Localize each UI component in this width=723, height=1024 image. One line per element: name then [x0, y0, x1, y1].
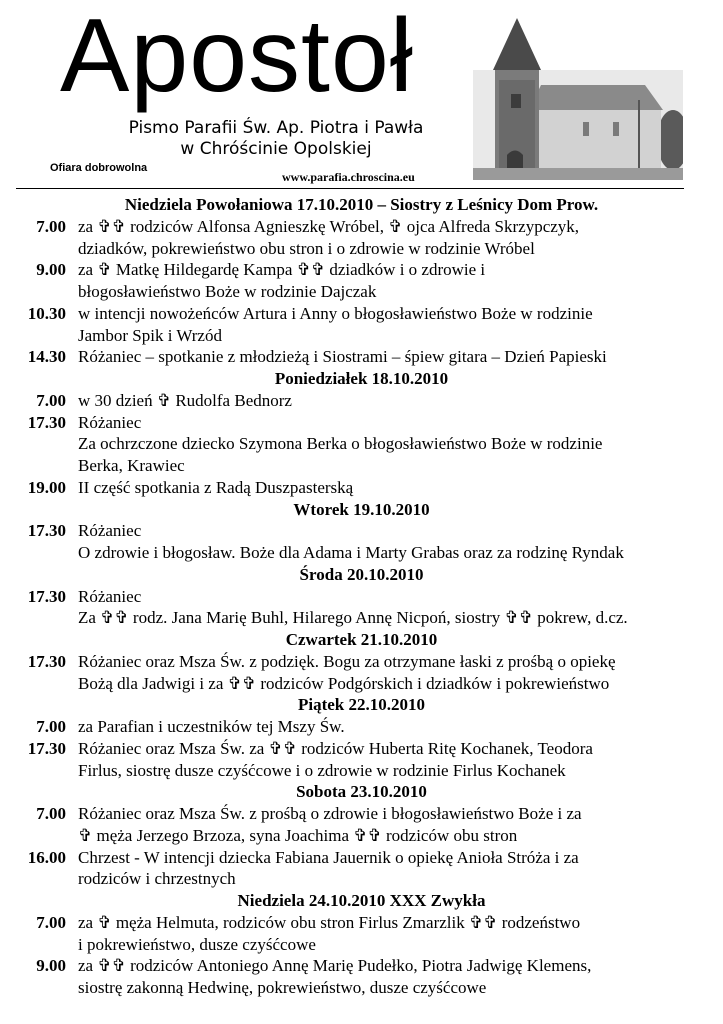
intention-line: Różaniec oraz Msza Św. za ✞✞ rodziców Huberta Ritę Kochanek, Teodora: [78, 738, 593, 758]
intention-line: Firlus, siostrę dusze czyśćcowe i o zdrowie w rodzinie Firlus Kochanek: [78, 760, 566, 780]
newsletter-title: Apostoł: [60, 0, 414, 114]
mass-time: 7.00: [36, 717, 66, 736]
day-heading: Środa 20.10.2010: [299, 564, 424, 584]
intention-line: za ✞✞ rodziców Alfonsa Agnieszkę Wróbel, ✞ ojca Alfreda Skrzypczyk,: [78, 216, 580, 236]
intention-line: Za ✞✞ rodz. Jana Marię Buhl, Hilarego Annę Nicpoń, siostry ✞✞ pokrew, d.cz.: [78, 608, 628, 628]
intention-line: rodziców i chrzestnych: [78, 869, 236, 889]
mass-entry: [0, 586, 723, 630]
mass-intention: [78, 259, 688, 303]
intention-line: Różaniec – spotkanie z młodzieżą i Siostrami – śpiew gitara – Dzień Papieski: [78, 347, 607, 367]
intention-line: Berka, Krawiec: [78, 456, 185, 475]
mass-time: 9.00: [36, 956, 66, 976]
mass-time: 16.00: [27, 847, 66, 867]
mass-entry: [0, 520, 723, 564]
intention-line: Różaniec: [78, 412, 142, 432]
header-divider: [16, 188, 684, 189]
subtitle-line-1: Pismo Parafii Św. Ap. Piotra i Pawła: [128, 118, 424, 138]
mass-time: 9.00: [36, 260, 66, 280]
intention-line: Jambor Spik i Wrzód: [78, 325, 222, 345]
mass-time: 7.00: [36, 390, 66, 410]
mass-time: 7.00: [36, 216, 66, 236]
mass-entry: [0, 346, 723, 368]
intention-line: Różaniec oraz Msza Św. z podzięk. Bogu za otrzymane łaski z prośbą o opiekę: [78, 651, 616, 671]
mass-intention: [78, 477, 688, 499]
intention-line: ✞ męża Jerzego Brzoza, syna Joachima ✞✞ rodziców obu stron: [78, 825, 518, 845]
mass-entry: [0, 738, 723, 782]
mass-time: 14.30: [27, 347, 66, 367]
day-heading: Niedziela Powołaniowa 17.10.2010 – Siostry z Leśnicy Dom Prow.: [124, 195, 599, 214]
mass-intention: [78, 803, 688, 847]
intention-line: w 30 dzień ✞ Rudolfa Bednorz: [78, 390, 292, 410]
mass-entry: [0, 477, 723, 499]
intention-line: Różaniec oraz Msza Św. z prośbą o zdrowie i błogosławieństwo Boże i za: [78, 804, 582, 823]
mass-intention: [78, 912, 688, 956]
intention-line: Różaniec: [78, 521, 142, 541]
masthead: [0, 0, 723, 190]
intention-line: za ✞ męża Helmuta, rodziców obu stron Firlus Zmarzlik ✞✞ rodzeństwo: [78, 912, 581, 932]
intention-line: Bożą dla Jadwigi i za ✞✞ rodziców Podgórskich i dziadków i pokrewieństwo: [78, 673, 610, 693]
church-photo: [473, 10, 683, 180]
mass-entry: [0, 412, 723, 477]
mass-time: 7.00: [36, 912, 66, 932]
intention-line: Za ochrzczone dziecko Szymona Berka o błogosławieństwo Boże w rodzinie: [78, 434, 603, 454]
mass-time: 17.30: [27, 651, 66, 671]
mass-entry: [0, 651, 723, 695]
mass-intention: [78, 412, 688, 477]
day-heading: Sobota 23.10.2010: [296, 782, 427, 802]
intention-line: za ✞✞ rodziców Antoniego Annę Marię Pudełko, Piotra Jadwigę Klemens,: [78, 956, 592, 976]
mass-time: 17.30: [27, 521, 66, 541]
intention-line: za ✞ Matkę Hildegardę Kampa ✞✞ dziadków i o zdrowie i: [78, 260, 486, 280]
subtitle-line-2: w Chróścinie Opolskiej: [180, 139, 372, 159]
intention-line: i pokrewieństwo, dusze czyśćcowe: [78, 934, 316, 954]
mass-intention: [78, 847, 688, 891]
mass-time: 17.30: [27, 412, 66, 432]
intention-line: Różaniec: [78, 586, 142, 606]
newsletter-subtitle: [96, 118, 456, 160]
mass-intention: [78, 955, 688, 999]
website-url: www.parafia.chroscina.eu: [282, 170, 415, 184]
day-heading: Wtorek 19.10.2010: [293, 499, 430, 519]
mass-entry: [0, 216, 723, 260]
mass-time: 17.30: [27, 738, 66, 758]
mass-intention: [78, 216, 688, 260]
mass-time: 19.00: [27, 477, 66, 497]
mass-intention: [78, 738, 688, 782]
mass-entry: [0, 390, 723, 412]
intention-line: O zdrowie i błogosław. Boże dla Adama i Marty Grabas oraz za rodzinę Ryndak: [78, 543, 624, 562]
mass-time: 10.30: [27, 303, 66, 323]
intention-line: dziadków, pokrewieństwo obu stron i o zdrowie w rodzinie Wróbel: [78, 238, 535, 258]
intention-line: Chrzest - W intencji dziecka Fabiana Jauernik o opiekę Anioła Stróża i za: [78, 847, 579, 867]
day-heading: Poniedziałek 18.10.2010: [274, 369, 449, 388]
intention-line: błogosławieństwo Boże w rodzinie Dajczak: [78, 282, 377, 301]
mass-intention: [78, 303, 688, 347]
mass-entry: [0, 303, 723, 347]
intention-line: za Parafian i uczestników tej Mszy Św.: [78, 717, 345, 736]
day-heading: Niedziela 24.10.2010 XXX Zwykła: [237, 891, 486, 910]
offering-note: Ofiara dobrowolna: [50, 162, 148, 174]
mass-intention: [78, 586, 688, 630]
day-heading: Czwartek 21.10.2010: [285, 630, 438, 649]
mass-entry: [0, 716, 723, 738]
intention-line: II część spotkania z Radą Duszpasterską: [78, 477, 354, 497]
intention-line: siostrę zakonną Hedwinę, pokrewieństwo, dusze czyśćcowe: [78, 978, 487, 997]
mass-intention: [78, 346, 688, 368]
mass-schedule: [0, 194, 723, 999]
mass-intention: [78, 716, 688, 738]
mass-entry: [0, 803, 723, 847]
mass-time: 7.00: [36, 804, 66, 823]
mass-entry: [0, 259, 723, 303]
mass-intention: [78, 520, 688, 564]
mass-entry: [0, 847, 723, 891]
mass-entry: [0, 955, 723, 999]
mass-intention: [78, 651, 688, 695]
mass-intention: [78, 390, 688, 412]
mass-entry: [0, 912, 723, 956]
mass-time: 17.30: [27, 586, 66, 606]
day-heading: Piątek 22.10.2010: [297, 695, 426, 715]
intention-line: w intencji nowożeńców Artura i Anny o błogosławieństwo Boże w rodzinie: [78, 303, 593, 323]
